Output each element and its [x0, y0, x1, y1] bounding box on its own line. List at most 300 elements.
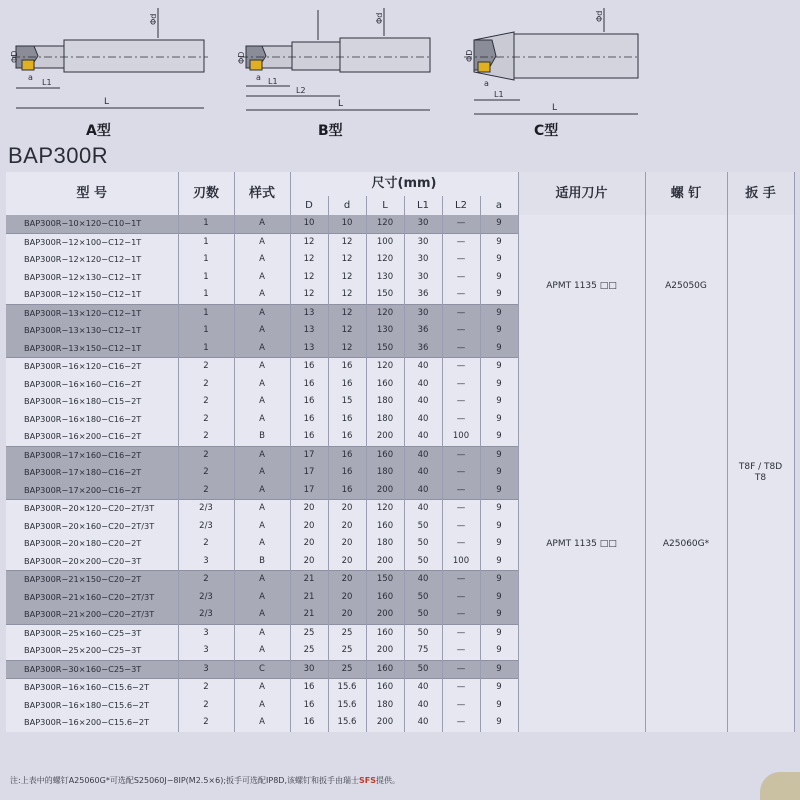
cell-a: 9 [480, 464, 518, 482]
cell-d: 21 [290, 571, 328, 589]
cell-d: 25 [290, 642, 328, 660]
cell-d: 20 [290, 518, 328, 536]
cell-l1: 36 [404, 322, 442, 340]
cell-model: BAP300R−12×120−C12−1T [6, 251, 178, 269]
cell-teeth: 3 [178, 642, 234, 660]
cell-d: 12 [328, 340, 366, 358]
diagram-c-L: L [552, 103, 558, 113]
cell-a: 9 [480, 642, 518, 660]
cell-style: A [234, 697, 290, 715]
header-insert: 适用刀片 [518, 172, 645, 215]
cell-d: 30 [290, 660, 328, 679]
cell-a: 9 [480, 269, 518, 287]
cell-d: 16 [328, 428, 366, 446]
cell-style: A [234, 304, 290, 322]
cell-model: BAP300R−12×100−C12−1T [6, 233, 178, 251]
cell-l: 180 [366, 411, 404, 429]
cell-teeth: 1 [178, 269, 234, 287]
cell-l: 160 [366, 660, 404, 679]
cell-a: 9 [480, 482, 518, 500]
cell-l2: — [442, 358, 480, 376]
cell-teeth: 3 [178, 553, 234, 571]
cell-l: 120 [366, 500, 404, 518]
header-screw: 螺 钉 [645, 172, 727, 215]
diagram-b-L1: L1 [268, 77, 278, 86]
cell-l: 100 [366, 233, 404, 251]
cell-l2: — [442, 251, 480, 269]
type-b-label: B型 [318, 123, 343, 139]
cell-d: 25 [328, 660, 366, 679]
cell-teeth: 2 [178, 714, 234, 732]
header-L: L [366, 196, 404, 215]
cell-d: 12 [290, 269, 328, 287]
cell-style: B [234, 428, 290, 446]
cell-d: 17 [290, 446, 328, 464]
cell-l2: — [442, 624, 480, 642]
cell-model: BAP300R−16×180−C15.6−2T [6, 697, 178, 715]
diagram-a-D: ΦD [10, 50, 19, 63]
cell-l: 120 [366, 215, 404, 233]
cell-model: BAP300R−17×200−C16−2T [6, 482, 178, 500]
cell-l: 150 [366, 571, 404, 589]
cell-model: BAP300R−13×150−C12−1T [6, 340, 178, 358]
cell-l1: 30 [404, 304, 442, 322]
cell-style: A [234, 358, 290, 376]
page-corner-tab [760, 772, 800, 800]
cell-l1: 50 [404, 518, 442, 536]
diagram-type-b [237, 8, 432, 110]
cell-l: 120 [366, 304, 404, 322]
type-a-label: A型 [86, 123, 111, 139]
diagram-b-a: a [256, 73, 261, 82]
header-size: 尺寸(mm) [290, 172, 518, 196]
page-title: BAP300R [8, 143, 109, 168]
cell-model: BAP300R−21×150−C20−2T [6, 571, 178, 589]
diagram-b-L: L [338, 99, 344, 109]
cell-l1: 40 [404, 697, 442, 715]
diagram-type-c [464, 8, 640, 114]
cell-l2: — [442, 518, 480, 536]
cell-style: A [234, 714, 290, 732]
diagram-b-d: Φd [375, 12, 384, 24]
cell-d: 20 [328, 571, 366, 589]
cell-l2: 100 [442, 428, 480, 446]
cell-l1: 30 [404, 269, 442, 287]
diagram-c-L1: L1 [494, 90, 504, 99]
cell-a: 9 [480, 428, 518, 446]
footnote [10, 775, 400, 786]
cell-model: BAP300R−21×160−C20−2T/3T [6, 589, 178, 607]
header-L1: L1 [404, 196, 442, 215]
cell-a: 9 [480, 518, 518, 536]
cell-a: 9 [480, 660, 518, 679]
cell-d: 16 [328, 464, 366, 482]
cell-l2: — [442, 304, 480, 322]
header-d: d [328, 196, 366, 215]
cell-style: A [234, 376, 290, 394]
header-a: a [480, 196, 518, 215]
cell-d: 16 [328, 358, 366, 376]
cell-teeth: 1 [178, 286, 234, 304]
cell-style: B [234, 553, 290, 571]
cell-l1: 75 [404, 642, 442, 660]
cell-d: 12 [290, 251, 328, 269]
diagram-c-D: ΦD [465, 49, 474, 62]
cell-style: A [234, 518, 290, 536]
cell-l1: 40 [404, 393, 442, 411]
cell-l2: — [442, 589, 480, 607]
cell-style: A [234, 482, 290, 500]
cell-style: A [234, 322, 290, 340]
cell-l: 130 [366, 269, 404, 287]
cell-l1: 50 [404, 589, 442, 607]
cell-teeth: 2 [178, 697, 234, 715]
type-c-label: C型 [534, 123, 559, 139]
cell-l2: — [442, 606, 480, 624]
cell-style: A [234, 233, 290, 251]
cell-l2: — [442, 215, 480, 233]
cell-l1: 50 [404, 535, 442, 553]
cell-model: BAP300R−16×120−C16−2T [6, 358, 178, 376]
cell-d: 16 [290, 393, 328, 411]
diagram-b-L2: L2 [296, 86, 306, 95]
cell-l2: — [442, 269, 480, 287]
cell-l: 200 [366, 642, 404, 660]
cell-teeth: 2 [178, 376, 234, 394]
cell-d: 20 [328, 589, 366, 607]
cell-insert-group-1: APMT 1135 □□ [518, 215, 645, 358]
cell-l: 180 [366, 464, 404, 482]
cell-l: 160 [366, 518, 404, 536]
footnote-brand: SFS [359, 776, 377, 785]
cell-model: BAP300R−20×200−C20−3T [6, 553, 178, 571]
cell-l: 200 [366, 482, 404, 500]
cell-l1: 40 [404, 464, 442, 482]
cell-teeth: 3 [178, 624, 234, 642]
cell-l1: 40 [404, 428, 442, 446]
cell-d: 25 [328, 642, 366, 660]
cell-d: 10 [290, 215, 328, 233]
cell-model: BAP300R−20×120−C20−2T/3T [6, 500, 178, 518]
cell-style: A [234, 606, 290, 624]
cell-d: 12 [328, 304, 366, 322]
diagram-b-D: ΦD [237, 51, 246, 64]
cell-style: A [234, 500, 290, 518]
cell-style: A [234, 642, 290, 660]
cell-l: 200 [366, 553, 404, 571]
cell-l1: 40 [404, 571, 442, 589]
cell-l1: 40 [404, 358, 442, 376]
table-row [6, 358, 794, 376]
cell-style: A [234, 393, 290, 411]
cell-l2: — [442, 500, 480, 518]
diagram-a-d: Φd [149, 13, 158, 25]
cell-d: 15.6 [328, 697, 366, 715]
cell-a: 9 [480, 233, 518, 251]
cell-teeth: 3 [178, 660, 234, 679]
cell-l2: — [442, 393, 480, 411]
cell-l1: 40 [404, 679, 442, 697]
cell-a: 9 [480, 606, 518, 624]
cell-a: 9 [480, 535, 518, 553]
cell-d: 15.6 [328, 679, 366, 697]
cell-d: 17 [290, 464, 328, 482]
cell-d: 12 [328, 233, 366, 251]
cell-l1: 40 [404, 376, 442, 394]
cell-d: 17 [290, 482, 328, 500]
cell-d: 25 [328, 624, 366, 642]
cell-l1: 40 [404, 446, 442, 464]
cell-teeth: 1 [178, 340, 234, 358]
cell-model: BAP300R−16×180−C15−2T [6, 393, 178, 411]
cell-a: 9 [480, 251, 518, 269]
cell-l1: 50 [404, 606, 442, 624]
cell-l2: — [442, 286, 480, 304]
spec-table [6, 172, 795, 732]
cell-d: 16 [290, 714, 328, 732]
diagram-type-a [10, 8, 208, 108]
cell-teeth: 2 [178, 535, 234, 553]
cell-l1: 40 [404, 411, 442, 429]
cell-l2: — [442, 714, 480, 732]
cell-style: A [234, 571, 290, 589]
cell-d: 16 [290, 428, 328, 446]
cell-d: 16 [290, 697, 328, 715]
cell-model: BAP300R−30×160−C25−3T [6, 660, 178, 679]
cell-l: 200 [366, 428, 404, 446]
cell-insert-group-2: APMT 1135 □□ [518, 358, 645, 732]
cell-a: 9 [480, 714, 518, 732]
cell-model: BAP300R−16×200−C15.6−2T [6, 714, 178, 732]
cell-a: 9 [480, 624, 518, 642]
cell-l1: 40 [404, 714, 442, 732]
cell-l: 180 [366, 535, 404, 553]
cell-a: 9 [480, 340, 518, 358]
cell-style: A [234, 464, 290, 482]
cell-l1: 30 [404, 251, 442, 269]
cell-model: BAP300R−16×160−C15.6−2T [6, 679, 178, 697]
header-L2: L2 [442, 196, 480, 215]
header-wrench: 扳 手 [727, 172, 794, 215]
cell-l2: — [442, 322, 480, 340]
cell-style: A [234, 679, 290, 697]
cell-d: 20 [328, 535, 366, 553]
diagram-c-d: Φd [595, 10, 604, 22]
cell-l1: 50 [404, 660, 442, 679]
cell-a: 9 [480, 322, 518, 340]
diagram-a-a: a [28, 73, 33, 82]
cell-d: 20 [328, 553, 366, 571]
cell-d: 12 [328, 286, 366, 304]
cell-d: 10 [328, 215, 366, 233]
cell-d: 20 [328, 606, 366, 624]
cell-l2: — [442, 535, 480, 553]
cell-d: 20 [290, 500, 328, 518]
cell-d: 16 [290, 679, 328, 697]
cell-teeth: 2 [178, 571, 234, 589]
cell-l: 120 [366, 251, 404, 269]
cell-model: BAP300R−20×160−C20−2T/3T [6, 518, 178, 536]
cell-a: 9 [480, 571, 518, 589]
header-model: 型 号 [6, 172, 178, 215]
cell-d: 16 [290, 358, 328, 376]
cell-teeth: 1 [178, 233, 234, 251]
cell-a: 9 [480, 589, 518, 607]
cell-d: 25 [290, 624, 328, 642]
cell-model: BAP300R−12×130−C12−1T [6, 269, 178, 287]
cell-a: 9 [480, 411, 518, 429]
cell-l1: 50 [404, 553, 442, 571]
cell-a: 9 [480, 376, 518, 394]
cell-l: 200 [366, 714, 404, 732]
cell-teeth: 2 [178, 679, 234, 697]
cell-a: 9 [480, 358, 518, 376]
cell-teeth: 2 [178, 464, 234, 482]
cell-a: 9 [480, 286, 518, 304]
cell-l2: — [442, 446, 480, 464]
cell-style: A [234, 251, 290, 269]
cell-teeth: 2/3 [178, 589, 234, 607]
cell-model: BAP300R−20×180−C20−2T [6, 535, 178, 553]
cell-l2: — [442, 697, 480, 715]
cell-d: 13 [290, 322, 328, 340]
cell-model: BAP300R−10×120−C10−1T [6, 215, 178, 233]
cell-style: C [234, 660, 290, 679]
cell-style: A [234, 269, 290, 287]
cell-d: 12 [328, 251, 366, 269]
cell-d: 16 [328, 446, 366, 464]
header-teeth: 刃数 [178, 172, 234, 215]
cell-l: 150 [366, 340, 404, 358]
cell-l: 160 [366, 624, 404, 642]
cell-wrench: T8F / T8D T8 [727, 215, 794, 732]
cell-teeth: 2 [178, 393, 234, 411]
cell-teeth: 2 [178, 446, 234, 464]
cell-l: 160 [366, 679, 404, 697]
cell-style: A [234, 624, 290, 642]
cell-l1: 50 [404, 624, 442, 642]
cell-a: 9 [480, 446, 518, 464]
cell-d: 15.6 [328, 714, 366, 732]
cell-model: BAP300R−25×160−C25−3T [6, 624, 178, 642]
footnote-text: 注:上表中的螺钉A25060G*可选配S25060J−8IP(M2.5×6);扳手可选配IP8D,该螺钉和扳手由瑞士 [10, 776, 360, 785]
cell-l2: — [442, 340, 480, 358]
cell-l: 180 [366, 697, 404, 715]
cell-teeth: 2 [178, 411, 234, 429]
cell-teeth: 1 [178, 215, 234, 233]
cell-d: 20 [328, 518, 366, 536]
cell-teeth: 1 [178, 251, 234, 269]
cell-d: 20 [328, 500, 366, 518]
cell-d: 16 [328, 376, 366, 394]
cell-teeth: 2 [178, 428, 234, 446]
cell-d: 12 [328, 269, 366, 287]
diagram-a-L: L [104, 97, 110, 107]
tool-diagrams [0, 0, 800, 145]
diagram-c-a: a [484, 79, 489, 88]
cell-l1: 40 [404, 500, 442, 518]
cell-l2: 100 [442, 553, 480, 571]
table-row [6, 215, 794, 233]
cell-model: BAP300R−21×200−C20−2T/3T [6, 606, 178, 624]
cell-d: 12 [290, 286, 328, 304]
cell-l: 150 [366, 286, 404, 304]
cell-l2: — [442, 482, 480, 500]
cell-teeth: 2 [178, 358, 234, 376]
cell-a: 9 [480, 304, 518, 322]
cell-model: BAP300R−12×150−C12−1T [6, 286, 178, 304]
cell-d: 16 [328, 411, 366, 429]
cell-d: 13 [290, 304, 328, 322]
cell-model: BAP300R−16×200−C16−2T [6, 428, 178, 446]
cell-l: 160 [366, 376, 404, 394]
cell-l1: 36 [404, 286, 442, 304]
cell-l: 160 [366, 589, 404, 607]
cell-l: 200 [366, 606, 404, 624]
header-D: D [290, 196, 328, 215]
cell-style: A [234, 215, 290, 233]
cell-l2: — [442, 642, 480, 660]
cell-d: 21 [290, 606, 328, 624]
cell-d: 13 [290, 340, 328, 358]
cell-style: A [234, 286, 290, 304]
cell-l: 120 [366, 358, 404, 376]
cell-d: 20 [290, 535, 328, 553]
cell-l: 180 [366, 393, 404, 411]
cell-teeth: 1 [178, 322, 234, 340]
cell-l2: — [442, 464, 480, 482]
cell-model: BAP300R−25×200−C25−3T [6, 642, 178, 660]
cell-screw-group-2: A25060G* [645, 358, 727, 732]
cell-l1: 30 [404, 215, 442, 233]
cell-d: 16 [290, 376, 328, 394]
cell-style: A [234, 446, 290, 464]
cell-l2: — [442, 233, 480, 251]
cell-d: 16 [290, 411, 328, 429]
cell-teeth: 2/3 [178, 500, 234, 518]
cell-l: 160 [366, 446, 404, 464]
cell-l2: — [442, 679, 480, 697]
cell-a: 9 [480, 500, 518, 518]
footnote-suffix: 提供。 [376, 776, 401, 785]
cell-l2: — [442, 411, 480, 429]
cell-l2: — [442, 571, 480, 589]
cell-teeth: 2/3 [178, 606, 234, 624]
cell-style: A [234, 589, 290, 607]
cell-style: A [234, 411, 290, 429]
header-style: 样式 [234, 172, 290, 215]
cell-d: 21 [290, 589, 328, 607]
cell-style: A [234, 535, 290, 553]
diagram-a-L1: L1 [42, 78, 52, 87]
cell-a: 9 [480, 393, 518, 411]
cell-d: 12 [290, 233, 328, 251]
cell-a: 9 [480, 697, 518, 715]
cell-d: 12 [328, 322, 366, 340]
cell-d: 15 [328, 393, 366, 411]
cell-model: BAP300R−16×180−C16−2T [6, 411, 178, 429]
cell-a: 9 [480, 553, 518, 571]
cell-l2: — [442, 660, 480, 679]
cell-model: BAP300R−17×180−C16−2T [6, 464, 178, 482]
cell-l1: 40 [404, 482, 442, 500]
cell-a: 9 [480, 215, 518, 233]
cell-d: 16 [328, 482, 366, 500]
cell-model: BAP300R−13×130−C12−1T [6, 322, 178, 340]
cell-d: 20 [290, 553, 328, 571]
cell-model: BAP300R−17×160−C16−2T [6, 446, 178, 464]
cell-teeth: 2 [178, 482, 234, 500]
